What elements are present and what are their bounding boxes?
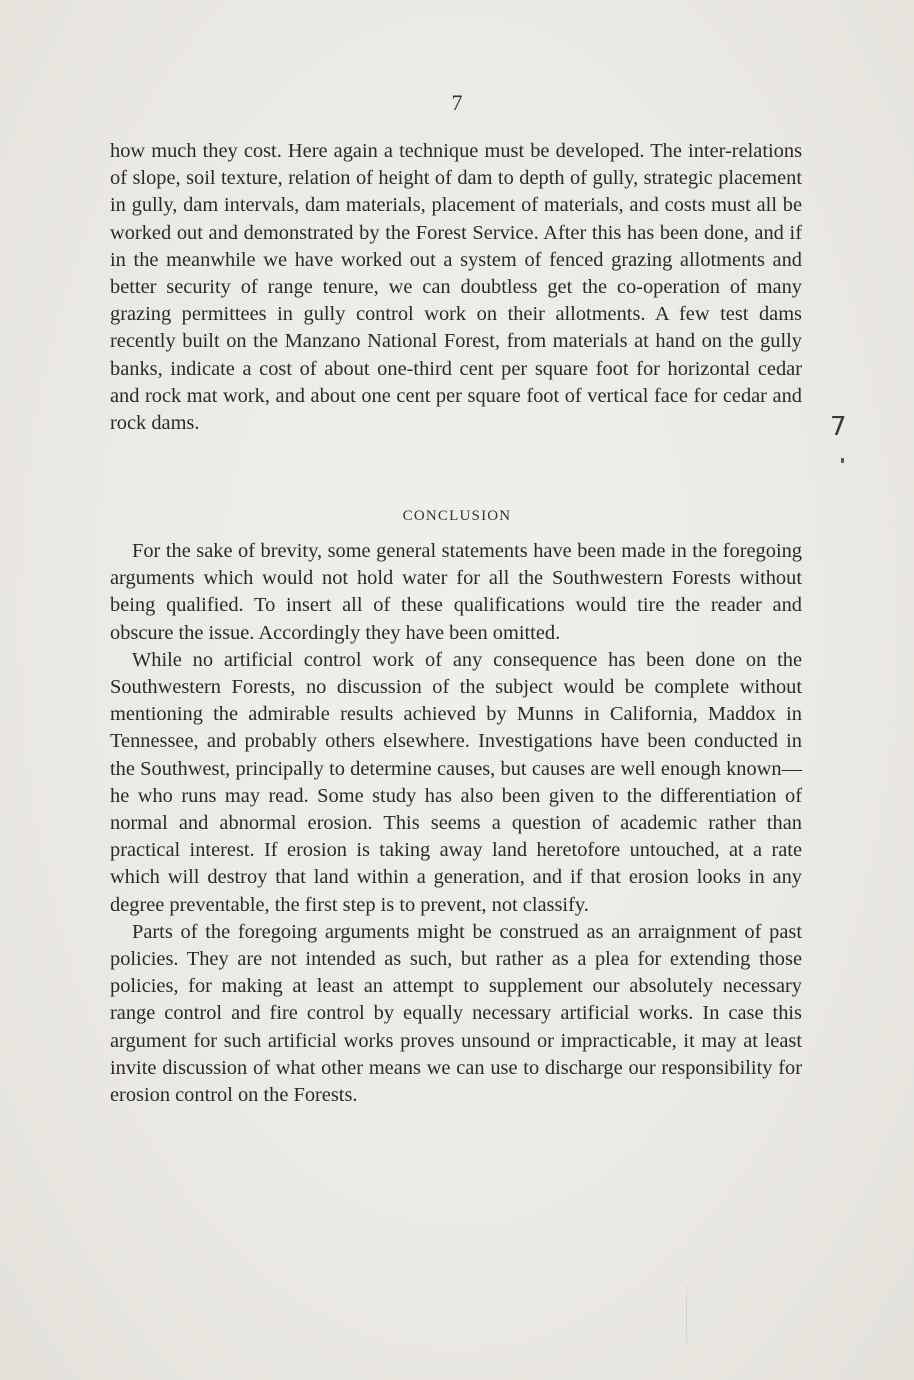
conclusion-paragraph-1: For the sake of brevity, some general statements have been made in the foregoing arguments which would not hold water for all the Southwestern Forests without being qualified. To insert all of these qualifications would tire the reader and obscure the issue. Accordingly they have been omitted. [110,540,802,644]
section-heading: CONCLUSION [402,508,512,524]
paper-fold-line [686,1285,687,1345]
continued-text-block [110,138,802,437]
page-number: 7 [451,90,463,115]
paragraph-continued: how much they cost. Here again a technique must be developed. The inter-relations of slope, soil texture, relation of height of dam to depth of gully, strategic placement in gully, dam intervals, dam materials, placement of materials, and costs must all be worked out and demonstrated by the Forest Service. After this has been done, and if in the meanwhile we have worked out a system of fenced grazing allotments and better security of range tenure, we can doubtless get the co-operation of many grazing permittees in gully control work on their allotments. A few test dams recently built on the Manzano National Forest, from materials at hand on the gully banks, indicate a cost of about one-third cent per square foot for horizontal cedar and rock mat work, and about one cent per square foot of vertical face for cedar and rock dams. [110,140,802,435]
handwritten-margin-mark: 7 [830,412,847,442]
conclusion-paragraph-3: Parts of the foregoing arguments might be construed as an arraignment of past policies. They are not intended as such, but rather as a plea for extending those policies, for making at least an attempt to supplement our absolutely necessary range control and fire control by equally necessary artificial works. In case this argument for such artificial works proves unsound or impracticable, it may at least invite discussion of what other means we can use to discharge our responsibility for erosion control on the Forests. [110,920,802,1107]
conclusion-paragraph-2: While no artificial control work of any consequence has been done on the Southwestern Forests, no discussion of the subject would be complete without mentioning the admirable results achieved by Munns in California, Maddox in Tennessee, and probably others elsewhere. Investigations have been conducted in the Southwest, principally to determine causes, but causes are well enough known—he who runs may read. Some study has also been given to the differentiation of normal and abnormal erosion. This seems a question of academic rather than practical interest. If erosion is taking away land heretofore untouched, at a rate which will destroy that land within a generation, and if that erosion looks in any degree preventable, the first step is to prevent, not classify. [110,648,802,916]
margin-dot [841,458,844,463]
conclusion-text-block [110,538,802,1109]
